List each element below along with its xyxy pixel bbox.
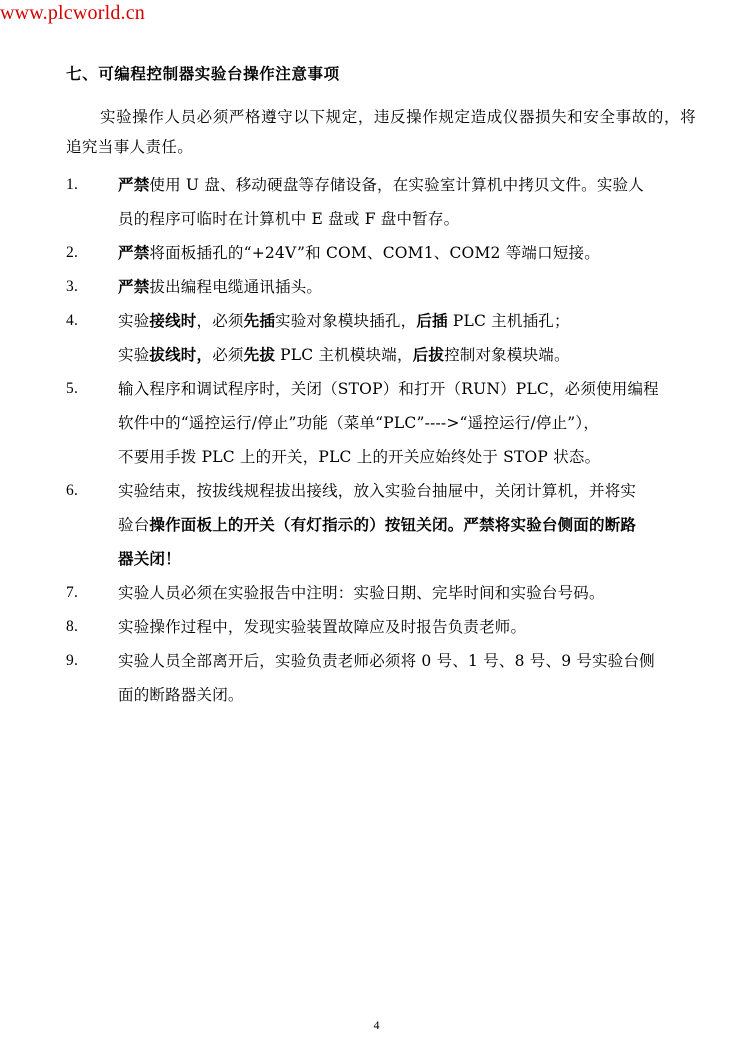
rule-item <box>66 236 698 270</box>
rule-text: 实验 <box>118 346 150 364</box>
rule-text-bold: 先插 <box>243 311 276 330</box>
rule-text: 不要用手拨 PLC 上的开关，PLC 上的开关应始终处于 STOP 状态。 <box>118 448 601 466</box>
rule-number: 1. <box>66 176 79 193</box>
rule-text-bold: 后插 <box>416 311 448 330</box>
rule-text: 实验操作过程中，发现实验装置故障应及时报告负责老师。 <box>118 618 527 636</box>
rule-text-bold: 先拔 <box>243 345 276 364</box>
rule-line <box>118 338 698 372</box>
rule-text: 实验 <box>118 312 150 330</box>
rule-text: 输入程序和调试程序时，关闭（STOP）和打开（RUN）PLC，必须使用编程 <box>118 380 659 398</box>
rule-text: PLC 主机插孔； <box>447 312 570 330</box>
rule-item <box>66 304 698 372</box>
rule-line <box>118 202 698 236</box>
rule-text: 拔出编程电缆通讯插头。 <box>149 278 323 296</box>
rule-text: ，必须 <box>196 312 244 330</box>
rule-text: 实验对象模块插孔， <box>275 312 417 330</box>
rule-text: 控制对象模块端。 <box>444 346 570 364</box>
rule-text-bold: 拔线时， <box>149 345 213 364</box>
rule-line <box>118 236 698 270</box>
rule-number: 3. <box>66 278 79 295</box>
rule-number: 5. <box>66 380 79 397</box>
rule-text: 软件中的“遥控运行/停止”功能（菜单“PLC”---->“遥控运行/停止”）， <box>118 414 600 432</box>
rule-text: 员的程序可临时在计算机中 E 盘或 F 盘中暂存。 <box>118 210 460 228</box>
rule-line <box>118 372 698 406</box>
rule-number: 7. <box>66 584 79 601</box>
rule-line <box>118 406 698 440</box>
rule-text: 必须 <box>212 346 244 364</box>
rule-item <box>66 644 698 712</box>
rule-number: 9. <box>66 652 79 669</box>
rule-text: 实验人员全部离开后，实验负责老师必须将 0 号、1 号、8 号、9 号实验台侧 <box>118 652 655 670</box>
rule-item <box>66 270 698 304</box>
rule-line <box>118 576 698 610</box>
rule-line <box>118 508 698 542</box>
rule-text-bold: 器关闭！ <box>118 549 181 568</box>
rule-line <box>118 270 698 304</box>
rule-line <box>118 474 698 508</box>
page-number: 4 <box>373 1018 380 1032</box>
rule-text-bold: 接线时 <box>149 311 197 330</box>
rule-number: 2. <box>66 244 79 261</box>
rule-line <box>118 644 698 678</box>
rule-text: 验台 <box>118 516 150 534</box>
rule-item <box>66 576 698 610</box>
rule-text-bold: 后拔 <box>412 345 445 364</box>
rule-line <box>118 440 698 474</box>
rules-list <box>66 168 698 712</box>
rule-text: 实验结束，按拔线规程拔出接线，放入实验台抽屉中，关闭计算机，并将实 <box>118 482 637 500</box>
rule-line <box>118 168 698 202</box>
rule-line <box>118 610 698 644</box>
rule-item <box>66 474 698 576</box>
rule-text: 使用 U 盘、移动硬盘等存储设备，在实验室计算机中拷贝文件。实验人 <box>149 176 644 194</box>
rule-number: 4. <box>66 312 79 329</box>
watermark-url: www.plcworld.cn <box>0 2 146 24</box>
rule-line <box>118 304 698 338</box>
rule-item <box>66 372 698 474</box>
rule-text: PLC 主机模块端， <box>275 346 413 364</box>
rule-number: 8. <box>66 618 79 635</box>
rule-text-bold: 严禁 <box>118 175 150 194</box>
rule-line <box>118 678 698 712</box>
rule-item <box>66 610 698 644</box>
rule-text: 面的断路器关闭。 <box>118 686 244 704</box>
rule-text: 实验人员必须在实验报告中注明：实验日期、完毕时间和实验台号码。 <box>118 584 605 602</box>
rule-text: 将面板插孔的“+24V”和 COM、COM1、COM2 等端口短接。 <box>149 244 600 262</box>
rule-item <box>66 168 698 236</box>
rule-text-bold: 严禁 <box>118 277 150 296</box>
intro-paragraph: 实验操作人员必须严格遵守以下规定，违反操作规定造成仪器损失和安全事故的，将追究当事人责任。 <box>66 108 696 156</box>
section-heading: 七、可编程控制器实验台操作注意事项 <box>66 64 340 83</box>
rule-number: 6. <box>66 482 79 499</box>
rule-text-bold: 严禁 <box>118 243 150 262</box>
rule-line <box>118 542 698 576</box>
rule-text-bold: 操作面板上的开关（有灯指示的）按钮关闭。严禁将实验台侧面的断路 <box>149 515 637 534</box>
